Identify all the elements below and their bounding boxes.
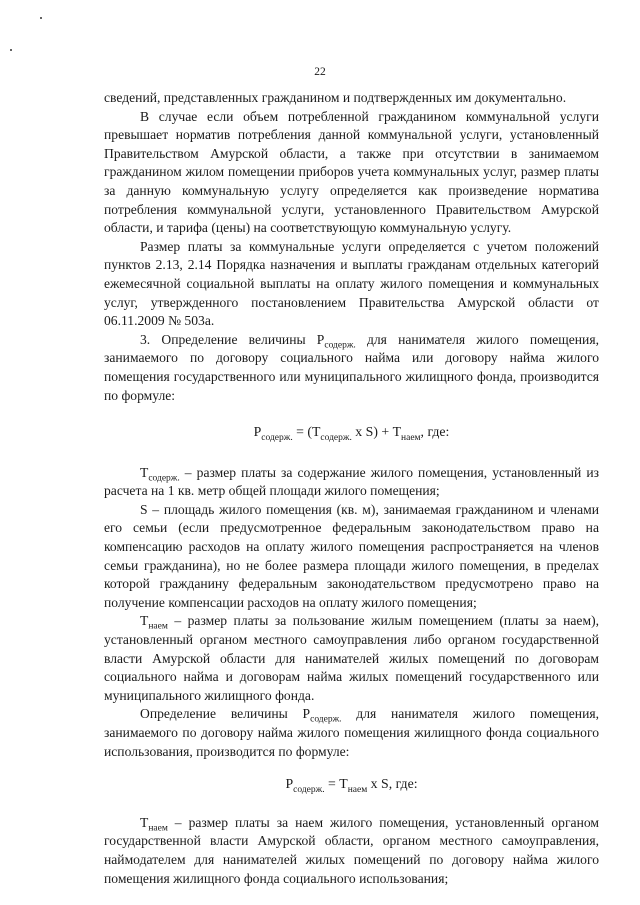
formula-social-use: $Р_{содерж.} = Т_{наем}$ х S, где:: [285, 776, 418, 795]
definition-t-maintenance: $Т_{содерж.}$ – размер платы за содержание жилого помещения, установленный из расчета на 1 кв. метр общей площади жилого помещения;: [104, 464, 599, 499]
definition-s-area: S – площадь жилого помещения (кв. м), занимаемая гражданином и членами его семьи (если предусмотренное федеральным законодательством право на компенсацию расходов на оплату жилого помещения распространяется на членов семьи гражданина), но не более размера площади жилого помещения, в пределах которой гражданину федеральным законодательством предусмотрено право на получение компенсации расходов на оплату жилого помещения;: [104, 501, 599, 610]
scan-speck: [40, 17, 42, 19]
scan-speck: [10, 49, 12, 51]
paragraph-utility-payment: Размер платы за коммунальные услуги определяется с учетом положений пунктов 2.13, 2.14 Порядка назначения и выплаты гражданам отдельных категорий ежемесячной социальной выплаты на оплату жилого помещения и коммунальных услуг, утвержденного постановлением Правительства Амурской области от 06.11.2009 № 503а.: [104, 238, 599, 329]
page-number: 22: [314, 66, 326, 78]
definition-t-rent-social-use: $Т_{наем}$ – размер платы за наем жилого помещения, установленный органом государственной власти Амурской области, органом местного самоуправления, наймодателем для нанимателей жилых помещений по договору найма жилого помещения жилищного фонда социального использования;: [104, 814, 599, 886]
definition-t-rent: $Т_{наем}$ – размер платы за пользование жилым помещением (платы за наем), установленный органом местного самоуправления либо органом государственной власти Амурской области для нанимателей жилых помещений по договорам социального найма и договорам найма жилых помещений государственного или муниципального жилищного фонда.: [104, 613, 599, 703]
paragraph-item-3: 3. Определение величины $Р_{содерж.}$ для нанимателя жилого помещения, занимаемого по договору социального найма или договору найма жилого помещения государственного или муниципального жилищного фонда, производится по формуле:: [104, 331, 599, 403]
document-body: [104, 89, 599, 888]
paragraph-excess-consumption: В случае если объем потребленной гражданином коммунальной услуги превышает норматив потребления данной коммунальной услуги, установленный Правительством Амурской области, а также при отсутствии в занимаемом гражданином жилом помещении приборов учета коммунальных услуг, размер платы за данную коммунальную услугу определяется как произведение норматива потребления коммунальной услуги, установленного Правительством Амурской области, и тарифа (цены) на соответствующую коммунальную услугу.: [104, 108, 599, 236]
paragraph-social-use-fund: Определение величины $Р_{содерж.}$ для нанимателя жилого помещения, занимаемого по договору найма жилого помещения жилищного фонда социального использования, производится по формуле:: [104, 706, 599, 759]
paragraph-continuation: сведений, представленных гражданином и подтвержденных им документально.: [104, 90, 567, 105]
formula-social-rent: $Р_{содерж.} = (Т_{содерж.}$ х $S) + Т_{наем}$, где:: [253, 424, 450, 443]
